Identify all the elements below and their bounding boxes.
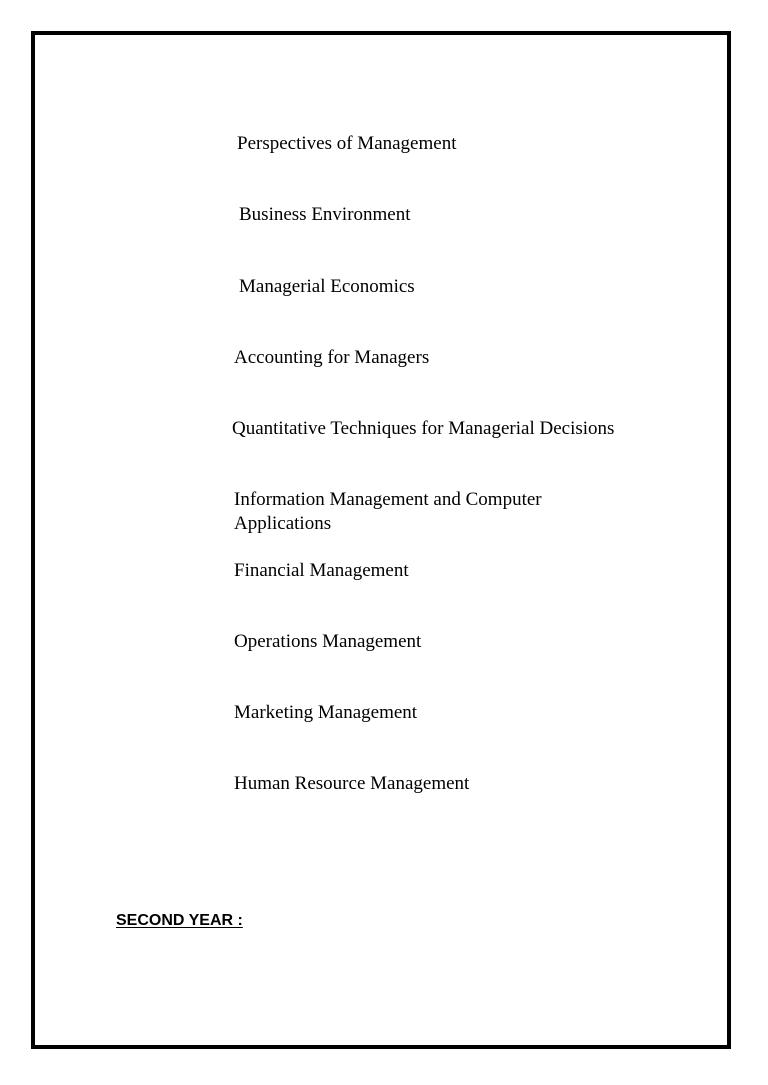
subject-item: Perspectives of Management xyxy=(237,133,457,154)
subject-item: Information Management and Computer Applications xyxy=(234,489,542,534)
subject-item: Quantitative Techniques for Managerial Decisions xyxy=(232,418,615,439)
subject-item: Operations Management xyxy=(234,631,422,652)
subject-item: Business Environment xyxy=(239,204,411,225)
second-year-heading: SECOND YEAR : xyxy=(116,912,243,929)
subject-item: Managerial Economics xyxy=(239,276,415,297)
subject-item: Accounting for Managers xyxy=(234,347,430,368)
subject-item: Financial Management xyxy=(234,560,409,581)
subject-item: Human Resource Management xyxy=(234,773,470,794)
page-border xyxy=(31,31,731,1049)
subject-item: Marketing Management xyxy=(234,702,418,723)
